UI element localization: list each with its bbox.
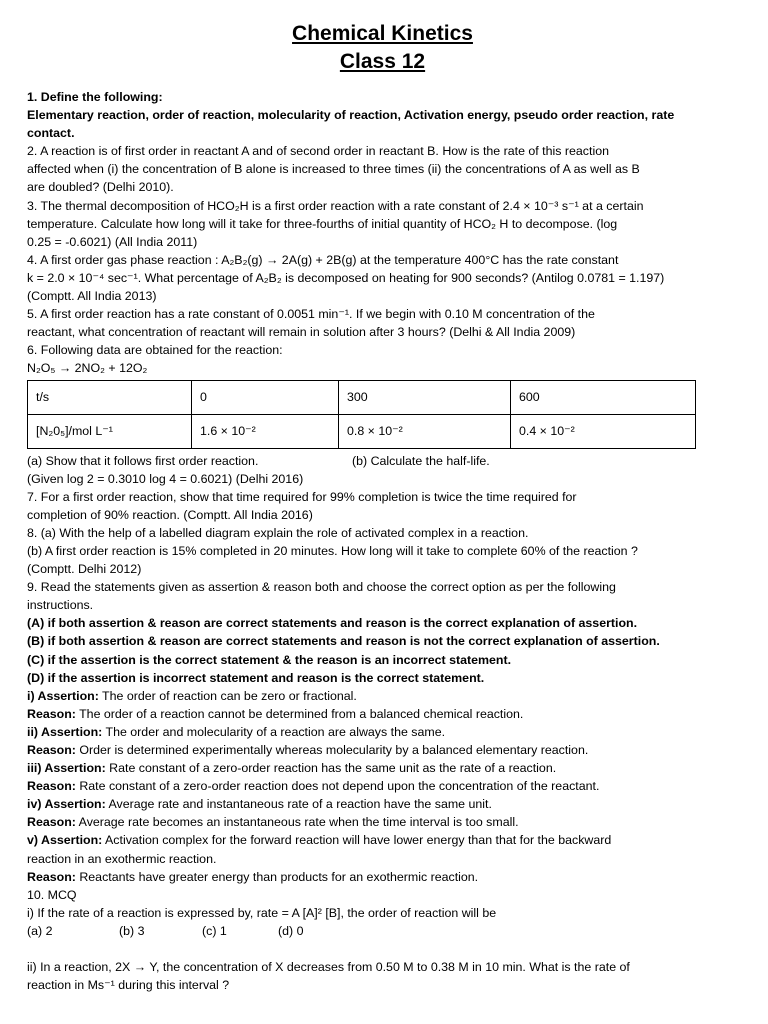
assertion	[27, 759, 738, 777]
q1-line: Elementary reaction, order of reaction, molecularity of reaction, Activation energy, pseudo order reaction, rate	[27, 108, 675, 123]
q8-line: (b) A first order reaction is 15% completed in 20 minutes. How long will it take to complete 60% of the reaction ?	[27, 543, 638, 558]
q4-line: k = 2.0 × 10⁻⁴ sec⁻¹. What percentage of A₂B₂ is decomposed on heating for 900 seconds? (Antilog 0.0781 = 1.197)	[27, 270, 665, 285]
reason	[27, 777, 738, 795]
mcq-option: (c) 1	[202, 923, 227, 938]
q10-heading: 10. MCQ	[27, 887, 77, 902]
question-1	[27, 88, 738, 142]
q6-reaction: N₂O₅ → 2NO₂ + 12O₂	[27, 361, 148, 376]
page-subtitle: Class 12	[339, 50, 426, 73]
assertion-label: iii) Assertion:	[27, 761, 106, 776]
page-title: Chemical Kinetics	[292, 22, 473, 45]
reason-label: Reason:	[27, 779, 76, 794]
data-table	[27, 380, 696, 449]
table-cell: 600	[511, 380, 696, 414]
table-cell: t/s	[28, 380, 192, 414]
q3-line: temperature. Calculate how long will it take for three-fourths of initial quantity of HCO₂ H to decompose. (log	[27, 216, 618, 231]
q9-option-d: (D) if the assertion is incorrect statement and reason is the correct statement.	[27, 670, 485, 685]
assertion	[27, 687, 738, 705]
q6-part-a: (a) Show that it follows first order reaction.	[27, 453, 259, 468]
mcq-options	[27, 922, 738, 940]
question-3	[27, 197, 738, 251]
table-cell: 300	[339, 380, 511, 414]
assertion	[27, 723, 738, 741]
q9-option-b: (B) if both assertion & reason are correct statements and reason is not the correct explanation of assertion.	[27, 634, 660, 649]
assertion	[27, 831, 738, 849]
question-2	[27, 142, 738, 196]
q9-line: 9. Read the statements given as assertion & reason both and choose the correct option as per the following	[27, 580, 616, 595]
assertion-text: The order and molecularity of a reaction are always the same.	[102, 724, 446, 739]
reason	[27, 813, 738, 831]
table-cell: 1.6 × 10⁻²	[192, 414, 339, 448]
q8-line: 8. (a) With the help of a labelled diagram explain the role of activated complex in a reaction.	[27, 525, 529, 540]
reason-label: Reason:	[27, 743, 76, 757]
q4-line: 4. A first order gas phase reaction : A₂B₂(g) → 2A(g) + 2B(g) at the temperature 400°C has the rate constant	[27, 252, 619, 267]
reason-label: Reason:	[27, 869, 76, 884]
assertion-text: Rate constant of a zero-order reaction has the same unit as the rate of a reaction.	[105, 761, 557, 776]
spacer	[27, 940, 738, 958]
q8-line: (Comptt. Delhi 2012)	[27, 562, 142, 577]
q9-option-a: (A) if both assertion & reason are correct statements and reason is the correct explanation of assertion.	[27, 616, 638, 631]
assertion-label: ii) Assertion:	[27, 724, 103, 739]
q3-line: 0.25 = -0.6021) (All India 2011)	[27, 234, 198, 249]
question-6	[27, 341, 738, 487]
q9-option-c: (C) if the assertion is the correct statement & the reason is an incorrect statement.	[27, 652, 512, 667]
assertion-text: Activation complex for the forward reaction will have lower energy than that for the backward	[102, 833, 612, 848]
q7-line: 7. For a first order reaction, show that time required for 99% completion is twice the time required for	[27, 489, 577, 504]
q2-line: 2. A reaction is of first order in reactant A and of second order in reactant B. How is the rate of this reaction	[27, 144, 609, 159]
mcq-question: i) If the rate of a reaction is expressed by, rate = A [A]² [B], the order of reaction will be	[27, 905, 497, 920]
q1-line: contact.	[27, 126, 75, 141]
q6-parts	[27, 452, 738, 470]
q6-part-b: (b) Calculate the half-life.	[352, 453, 490, 468]
reason	[27, 705, 738, 723]
table-cell: [N₂0₅]/mol L⁻¹	[28, 414, 192, 448]
q6-line: 6. Following data are obtained for the reaction:	[27, 343, 283, 358]
table-row	[28, 414, 696, 448]
question-4	[27, 251, 738, 305]
mcq-option: (b) 3	[119, 923, 145, 938]
q4-line: (Comptt. All India 2013)	[27, 289, 157, 304]
question-list	[27, 88, 738, 994]
reason	[27, 741, 738, 759]
reason-text: Order is determined experimentally whereas molecularity by a balanced elementary reaction.	[75, 743, 589, 757]
q5-line: reactant, what concentration of reactant will remain in solution after 3 hours? (Delhi & All India 2009)	[27, 325, 576, 340]
question-5	[27, 305, 738, 341]
assertion-label: i) Assertion:	[27, 688, 99, 703]
assertion-label: v) Assertion:	[27, 833, 103, 848]
question-9	[27, 578, 738, 886]
question-10	[27, 886, 738, 994]
q3-line: 3. The thermal decomposition of HCO₂H is a first order reaction with a rate constant of 2.4 × 10⁻³ s⁻¹ at a certain	[27, 198, 644, 213]
q2-line: affected when (i) the concentration of B alone is increased to three times (ii) the concentrations of A as well as B	[27, 162, 640, 177]
q1-line: 1. Define the following:	[27, 90, 163, 104]
reason-text: Rate constant of a zero-order reaction does not depend upon the concentration of the reactant.	[75, 779, 600, 794]
table-row	[28, 380, 696, 414]
mcq-question: ii) In a reaction, 2X → Y, the concentration of X decreases from 0.50 M to 0.38 M in 10 min. What is the rate of	[27, 960, 630, 975]
assertion-label: iv) Assertion:	[27, 797, 106, 812]
assertion-continued: reaction in an exothermic reaction.	[27, 851, 217, 866]
question-8	[27, 524, 738, 578]
table-cell: 0.8 × 10⁻²	[339, 414, 511, 448]
q2-line: are doubled? (Delhi 2010).	[27, 180, 174, 195]
reason-label: Reason:	[27, 706, 76, 721]
q9-line: instructions.	[27, 598, 94, 613]
reason-text: Average rate becomes an instantaneous rate when the time interval is too small.	[75, 815, 519, 830]
q6-given: (Given log 2 = 0.3010 log 4 = 0.6021) (Delhi 2016)	[27, 471, 304, 486]
table-cell: 0	[192, 380, 339, 414]
mcq-question-continued: reaction in Ms⁻¹ during this interval ?	[27, 978, 230, 993]
reason-text: Reactants have greater energy than products for an exothermic reaction.	[75, 869, 479, 884]
question-7	[27, 488, 738, 524]
q7-line: completion of 90% reaction. (Comptt. All India 2016)	[27, 507, 313, 522]
reason-label: Reason:	[27, 815, 76, 830]
assertion	[27, 795, 738, 813]
q5-line: 5. A first order reaction has a rate constant of 0.0051 min⁻¹. If we begin with 0.10 M concentration of the	[27, 307, 595, 322]
mcq-option: (a) 2	[27, 923, 53, 938]
reason-text: The order of a reaction cannot be determined from a balanced chemical reaction.	[75, 706, 524, 721]
reason	[27, 868, 738, 886]
assertion-text: The order of reaction can be zero or fractional.	[98, 688, 357, 703]
table-cell: 0.4 × 10⁻²	[511, 414, 696, 448]
assertion-text: Average rate and instantaneous rate of a reaction have the same unit.	[105, 797, 492, 812]
mcq-option: (d) 0	[278, 923, 304, 938]
